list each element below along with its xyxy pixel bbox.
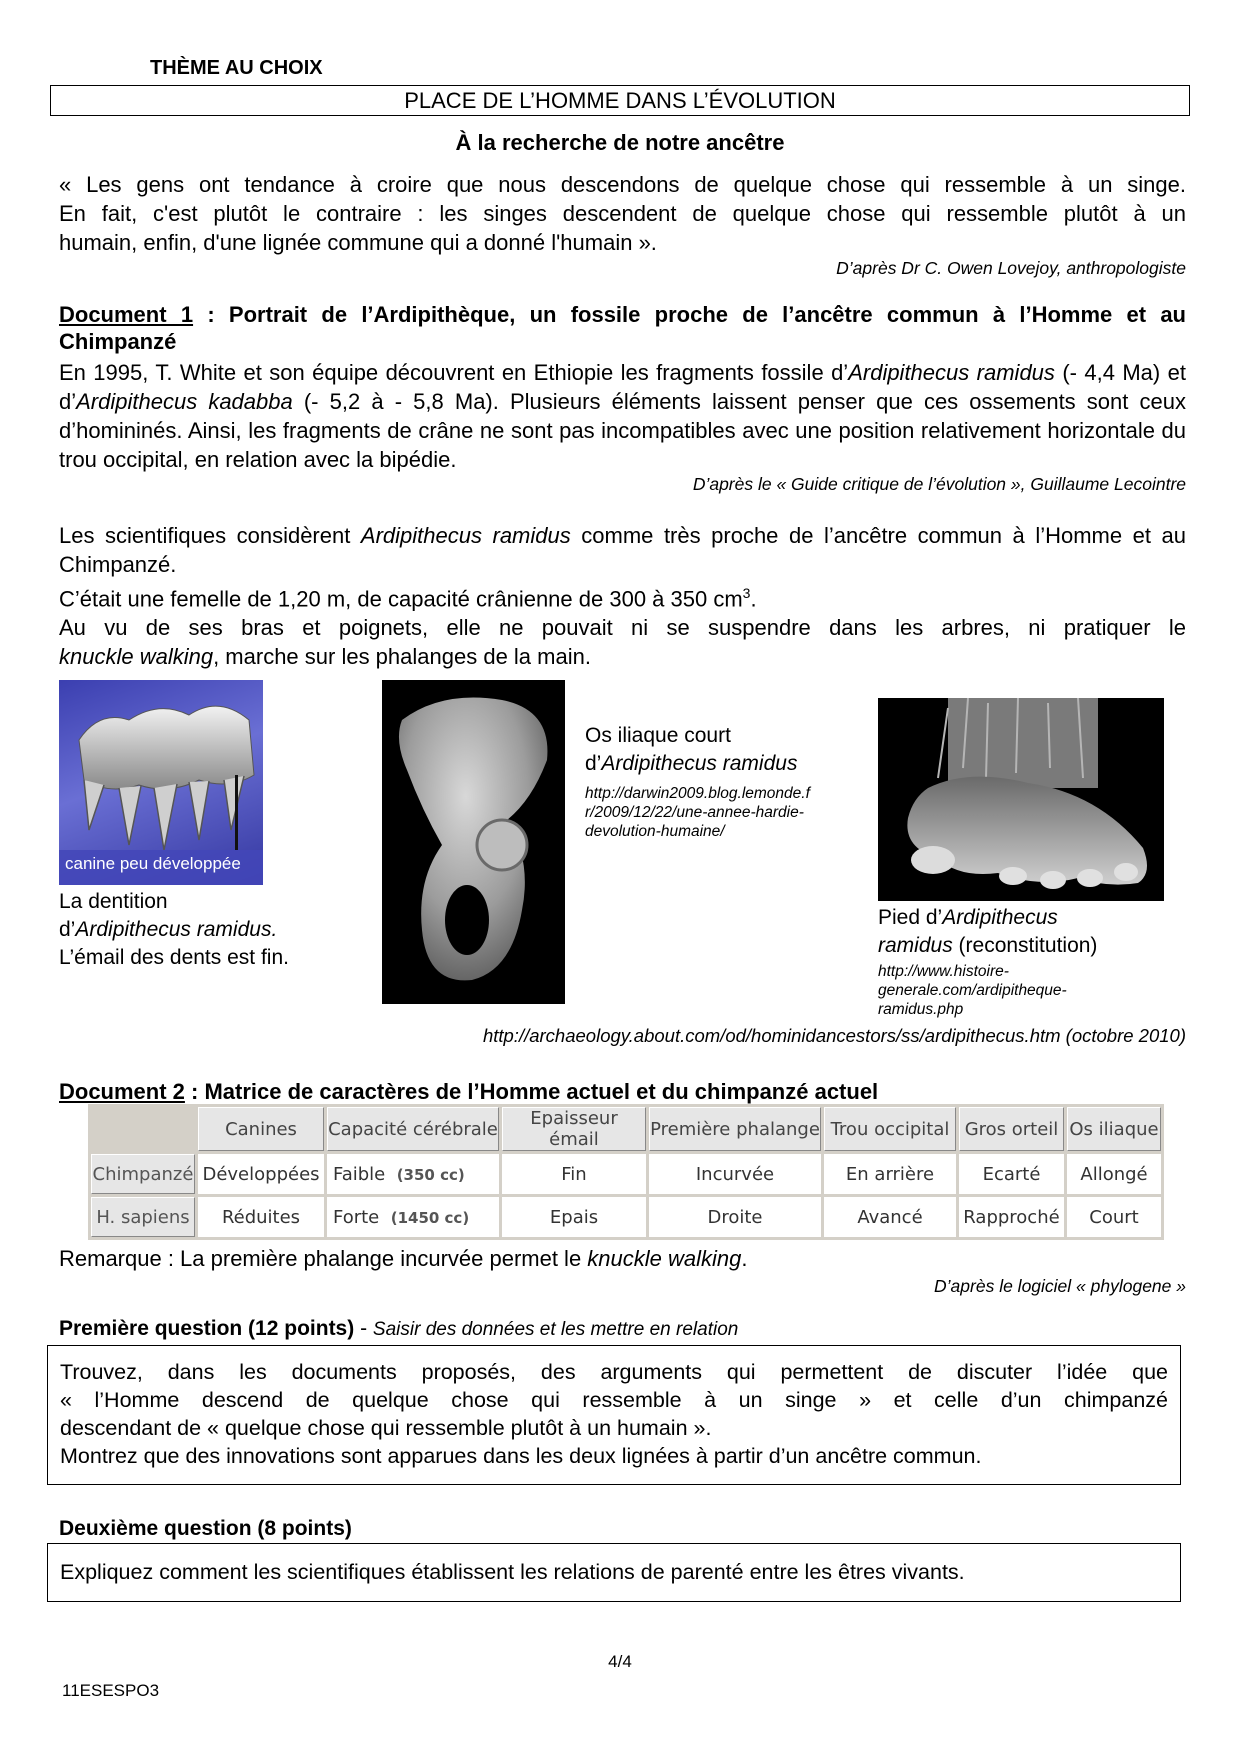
chapter-banner	[50, 85, 1190, 116]
teeth-overlay-label: canine peu développée	[65, 854, 241, 873]
foot-url	[878, 962, 1178, 1019]
pelvis-image	[382, 680, 565, 1004]
url-line: http://www.histoire-	[878, 963, 1009, 980]
species-name: ramidus	[878, 934, 953, 957]
text: Les scientifiques considèrent	[59, 523, 361, 548]
table-cell: Fin	[502, 1154, 646, 1194]
doc1-heading	[59, 301, 1186, 355]
q1-subtitle: Saisir des données et les mettre en relation	[372, 1319, 739, 1340]
doc2-remark	[59, 1244, 1186, 1273]
text: Au vu de ses bras et poignets, elle ne pouvait ni se suspendre dans les arbres, ni pratiquer le	[59, 615, 1186, 641]
chapter-title: PLACE DE L’HOMME DANS L’ÉVOLUTION	[404, 88, 836, 113]
table-cell: Réduites	[198, 1197, 324, 1237]
foot-caption	[878, 904, 1178, 960]
species-name: Ardipithecus ramidus	[848, 360, 1055, 385]
character-matrix	[88, 1104, 1164, 1240]
doc1-description	[59, 521, 1186, 671]
term: knuckle walking	[59, 644, 214, 670]
url-line: ramidus.php	[878, 1001, 964, 1018]
term: knuckle walking	[587, 1246, 742, 1271]
teeth-image	[59, 680, 263, 885]
figures-source: http://archaeology.about.com/od/hominidancestors/ss/ardipithecus.htm (octobre 2010)	[482, 1025, 1186, 1046]
doc1-paragraph	[59, 358, 1186, 474]
row-header: Chimpanzé	[91, 1154, 195, 1194]
url-line: generale.com/ardipitheque-	[878, 982, 1067, 999]
species-name: Ardipithecus ramidus.	[75, 918, 278, 941]
q1-heading	[59, 1317, 738, 1341]
doc2-source: D’après le logiciel « phylogene »	[934, 1276, 1186, 1296]
caption-line: Os iliaque court	[585, 724, 731, 747]
doc1-source: D’après le « Guide critique de l’évolution », Guillaume Lecointre	[692, 474, 1186, 494]
url-line: devolution-humaine/	[585, 823, 725, 840]
quote-line: En fait, c'est plutôt le contraire : les singes descendent de quelque chose qui ressemble plutôt à un	[59, 201, 1186, 226]
q1-line: descendant de « quelque chose qui ressemble plutôt à un humain ».	[60, 1416, 712, 1440]
caption-line: L’émail des dents est fin.	[59, 946, 289, 969]
caption-text: (reconstitution)	[952, 934, 1098, 957]
q2-text: Expliquez comment les scientifiques établissent les relations de parenté entre les êtres vivants.	[60, 1560, 965, 1584]
page-title: À la recherche de notre ancêtre	[455, 130, 785, 155]
table-cell: Incurvée	[649, 1154, 821, 1194]
table-cell: Allongé	[1067, 1154, 1161, 1194]
matrix-header: Trou occipital	[824, 1107, 956, 1151]
species-name: Ardipithecus	[942, 906, 1058, 929]
q1-text	[60, 1358, 1168, 1470]
q1-line: Trouvez, dans les documents proposés, des arguments qui permettent de discuter l’idée que	[60, 1360, 1168, 1384]
cell-note: (1450 cc)	[390, 1208, 470, 1227]
matrix-header: Canines	[198, 1107, 324, 1151]
table-cell: Rapproché	[959, 1197, 1064, 1237]
table-cell: Avancé	[824, 1197, 956, 1237]
table-cell: En arrière	[824, 1154, 956, 1194]
quote-line: « Les gens ont tendance à croire que nous descendons de quelque chose qui ressemble à un singe.	[59, 172, 1186, 197]
q1-box	[47, 1345, 1181, 1485]
quote-line: humain, enfin, d'une lignée commune qui a donné l'humain ».	[59, 230, 657, 255]
table-row	[91, 1197, 1161, 1237]
text: (- 4,4 Ma) et d’	[59, 360, 1186, 414]
matrix-header: Os iliaque	[1067, 1107, 1161, 1151]
matrix-header: Première phalange	[649, 1107, 821, 1151]
page-number: 4/4	[608, 1652, 632, 1671]
q2-box	[47, 1543, 1181, 1602]
doc2-title: : Matrice de caractères de l’Homme actuel et du chimpanzé actuel	[184, 1079, 879, 1104]
foot-image	[878, 698, 1164, 901]
url-line: http://darwin2009.blog.lemonde.f	[585, 785, 810, 802]
matrix-corner	[91, 1107, 195, 1151]
doc2-label: Document 2	[59, 1079, 185, 1104]
foot-drawing	[878, 698, 1164, 901]
text: C’était une femelle de 1,20 m, de capacité crânienne de 300 à 350 cm	[59, 586, 743, 612]
q1-line: « l’Homme descend de quelque chose qui ressemble à un singe » et celle d’un chimpanzé	[60, 1388, 1168, 1412]
superscript: 3	[742, 585, 751, 601]
matrix-table	[88, 1104, 1164, 1240]
text: En 1995, T. White et son équipe découvrent en Ethiopie les fragments fossile d’	[59, 360, 849, 385]
teeth-caption	[59, 888, 359, 972]
table-cell: Droite	[649, 1197, 821, 1237]
text: comme très proche de l’ancêtre commun à l’Homme et au Chimpanzé.	[59, 523, 1186, 577]
separator: -	[354, 1317, 373, 1340]
matrix-header: Epaisseur émail	[502, 1107, 646, 1151]
species-name: Ardipithecus kadabba	[76, 389, 293, 414]
pelvis-caption	[585, 722, 875, 778]
table-cell	[327, 1197, 499, 1237]
table-cell: Epais	[502, 1197, 646, 1237]
matrix-header-row	[91, 1107, 1161, 1151]
table-row	[91, 1154, 1161, 1194]
quote	[59, 170, 1186, 257]
matrix-header: Capacité cérébrale	[327, 1107, 499, 1151]
table-cell: Court	[1067, 1197, 1161, 1237]
text: .	[741, 1246, 748, 1271]
cell-text: Faible	[333, 1163, 386, 1185]
quote-source: D’après Dr C. Owen Lovejoy, anthropologiste	[836, 258, 1186, 278]
text: , marche sur les phalanges de la main.	[213, 644, 591, 670]
species-name: Ardipithecus ramidus	[601, 752, 798, 775]
theme-label: THÈME AU CHOIX	[150, 57, 323, 79]
pelvis-url	[585, 784, 875, 841]
table-cell	[327, 1154, 499, 1194]
pelvis-drawing	[382, 680, 565, 1004]
cell-note: (350 cc)	[396, 1165, 465, 1184]
url-line: r/2009/12/22/une-annee-hardie-	[585, 804, 804, 821]
cell-text: Forte	[333, 1206, 380, 1228]
q2-title: Deuxième question (8 points)	[59, 1517, 352, 1540]
matrix-header: Gros orteil	[959, 1107, 1064, 1151]
caption-text: Pied d’	[878, 906, 943, 929]
caption-text: d’	[585, 752, 602, 775]
row-header: H. sapiens	[91, 1197, 195, 1237]
text: (- 5,2 à - 5,8 Ma). Plusieurs éléments laissent penser que ces ossements sont ceux d’homininés. Ainsi, les fragments de crâne ne sont pas incompatibles avec une position relativement horizontale du trou occipital, en relation avec la bipédie.	[59, 389, 1186, 472]
caption-text: d’	[59, 918, 76, 941]
text: .	[750, 586, 757, 612]
doc2-heading	[59, 1078, 1186, 1105]
caption-line: La dentition	[59, 890, 168, 913]
doc1-title: : Portrait de l’Ardipithèque, un fossile proche de l’ancêtre commun à l’Homme et au Chimpanzé	[59, 302, 1186, 354]
text: Remarque : La première phalange incurvée permet le	[59, 1246, 588, 1271]
table-cell: Ecarté	[959, 1154, 1064, 1194]
q1-title: Première question (12 points)	[59, 1317, 355, 1340]
species-name: Ardipithecus ramidus	[360, 523, 571, 548]
exam-code: 11ESESPO3	[62, 1681, 160, 1700]
doc1-label: Document 1	[59, 302, 194, 327]
q1-line: Montrez que des innovations sont apparues dans les deux lignées à partir d’un ancêtre commun.	[60, 1444, 982, 1468]
table-cell: Développées	[198, 1154, 324, 1194]
